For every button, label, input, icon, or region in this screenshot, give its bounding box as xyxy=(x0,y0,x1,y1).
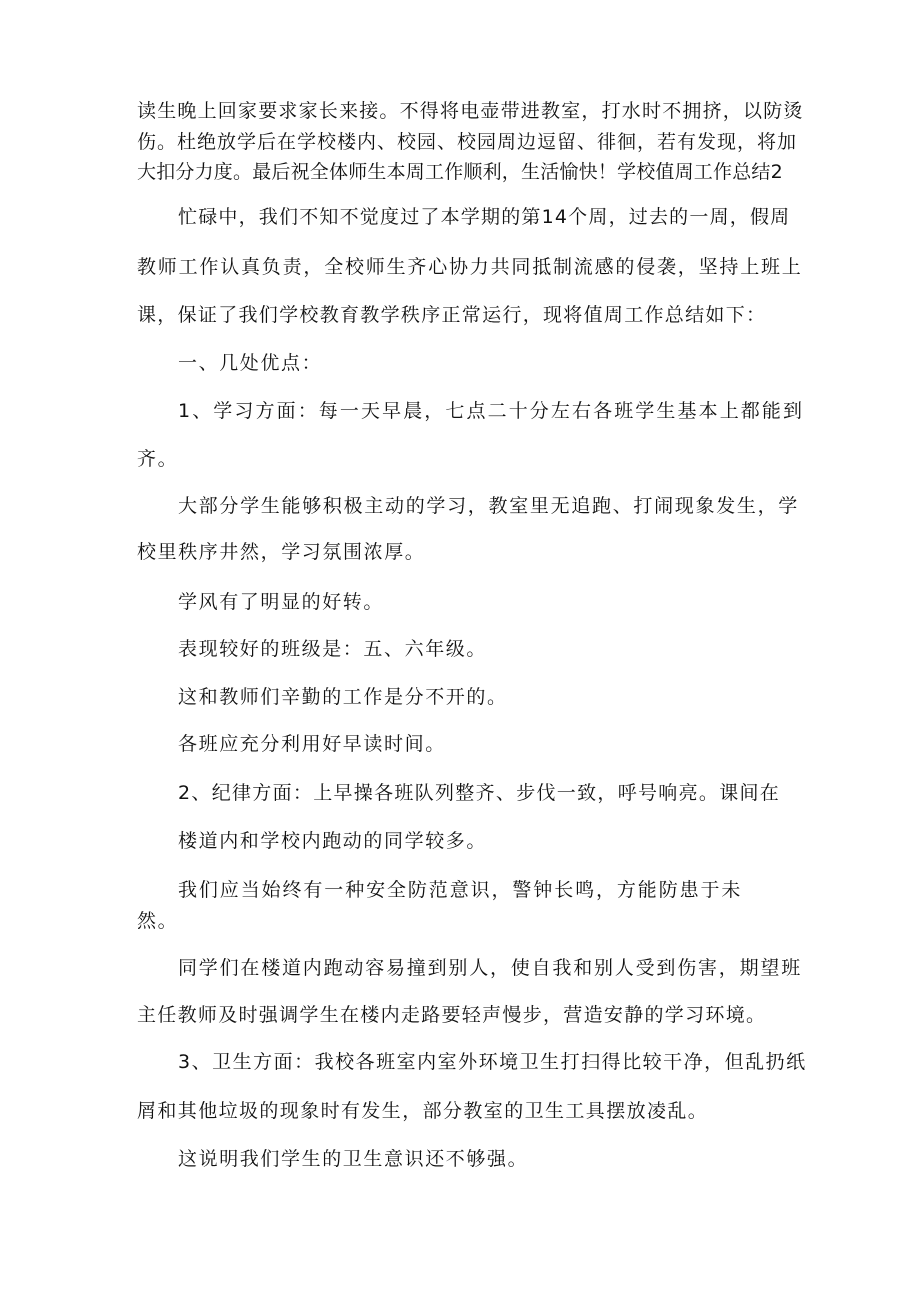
text-line: 齐。 xyxy=(137,448,179,470)
paragraph-line: 各班应充分利用好早读时间。 xyxy=(178,733,446,755)
paragraph-start-line: 忙碌中，我们不知不觉度过了本学期的第14个周，过去的一周，假周 xyxy=(178,206,791,228)
text-line: 楼道内和学校内跑动的同学较多。 xyxy=(178,830,488,852)
text-line: 读生晚上回家要求家长来接。不得将电壶带进教室，打水时不拥挤，以防烫 xyxy=(137,100,804,122)
section-heading: 一、几处优点： xyxy=(178,352,323,374)
paragraph-start-line: 同学们在楼道内跑动容易撞到别人，使自我和别人受到伤害，期望班 xyxy=(178,957,803,979)
text-line: 校里秩序井然，学习氛围浓厚。 xyxy=(137,541,426,563)
paragraph-line: 学风有了明显的好转。 xyxy=(178,591,385,613)
paragraph-start-line: 我们应当始终有一种安全防范意识，警钟长鸣，方能防患于未 xyxy=(178,879,743,901)
paragraph-start-line: 1、学习方面：每一天早晨，七点二十分左右各班学生基本上都能到 xyxy=(178,400,805,422)
text-line: 大扣分力度。最后祝全体师生本周工作顺利，生活愉快！学校值周工作总结2 xyxy=(137,161,783,183)
paragraph-start-line: 大部分学生能够积极主动的学习，教室里无追跑、打闹现象发生，学 xyxy=(178,495,800,517)
paragraph-start-line: 3、卫生方面：我校各班室内室外环境卫生打扫得比较干净，但乱扔纸 xyxy=(178,1051,807,1073)
text-line: 伤。杜绝放学后在学校楼内、校园、校园周边逗留、徘徊，若有发现，将加 xyxy=(137,131,798,153)
paragraph-start-line: 2、纪律方面：上早操各班队列整齐、步伐一致，呼号响亮。课间在 xyxy=(178,782,781,804)
paragraph-line: 这和教师们辛勤的工作是分不开的。 xyxy=(178,686,508,708)
text-line: 屑和其他垃圾的现象时有发生，部分教室的卫生工具摆放凌乱。 xyxy=(137,1100,709,1122)
paragraph-line: 这说明我们学生的卫生意识还不够强。 xyxy=(178,1148,529,1170)
text-line: 教师工作认真负责，全校师生齐心协力共同抵制流感的侵袭，坚持上班上 xyxy=(137,256,803,278)
text-line: 课，保证了我们学校教育教学秩序正常运行，现将值周工作总结如下： xyxy=(137,304,767,326)
text-line: 主任教师及时强调学生在楼内走路要轻声慢步，营造安静的学习环境。 xyxy=(137,1004,767,1026)
text-line: 然。 xyxy=(137,910,179,932)
paragraph-line: 表现较好的班级是：五、六年级。 xyxy=(178,638,488,660)
